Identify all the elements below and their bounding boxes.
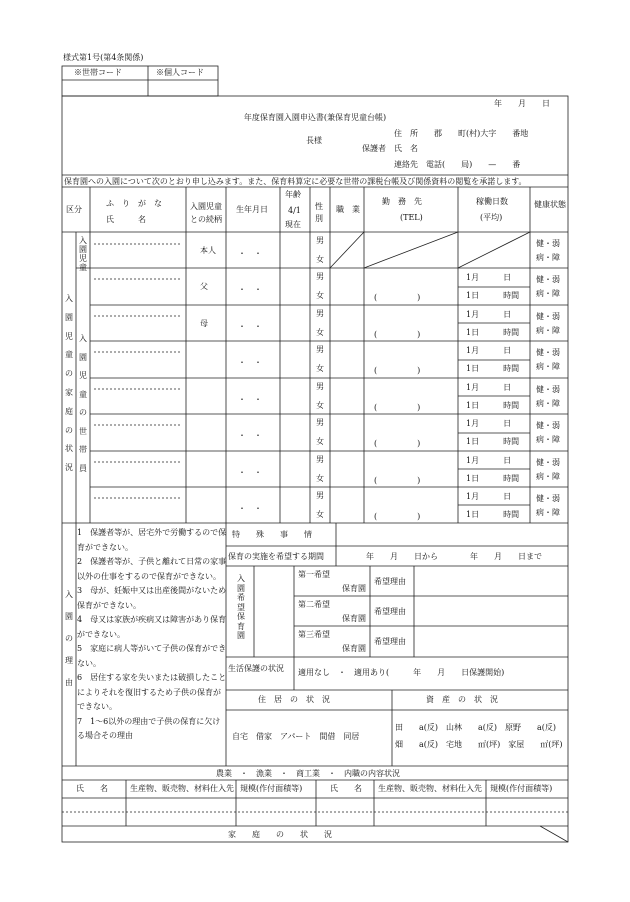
tel-parens: ( ) (374, 439, 421, 448)
form-id: 様式第1号(第4条関係) (63, 53, 144, 62)
col-tel: (TEL) (400, 213, 423, 222)
tel-parens: ( ) (374, 293, 421, 302)
birthdate-dots: ・ ・ (238, 395, 262, 404)
col-average: (平均) (480, 213, 503, 222)
sex-female: 女 (316, 401, 324, 410)
sex-female: 女 (316, 291, 324, 300)
reason-item: 6 居住する家を失いまたは破損したことによりそれを復旧するため子供の保育ができない。 (77, 673, 227, 711)
work-month-days: 1月 日 (466, 492, 512, 501)
sex-female: 女 (316, 328, 324, 337)
health-status-2: 病・障 (536, 362, 560, 371)
work-day-hours: 1日 時間 (466, 364, 520, 373)
declaration: 保育園への入園について次のとおり申し込みます。また、保育料算定に必要な世帯の課税台帳及び関係資料の閲覧を承諾します。 (64, 177, 527, 186)
health-status-2: 病・障 (536, 253, 560, 262)
preference-reason-label: 希望理由 (374, 577, 406, 586)
work-month-days: 1月 日 (466, 346, 512, 355)
col-relation: 入園児童との続柄 (190, 202, 222, 224)
individual-code-label: ※個人コード (156, 68, 204, 77)
work-day-hours: 1日 時間 (466, 474, 520, 483)
tel-parens: ( ) (374, 330, 421, 339)
child-side-label: 入園児童 (79, 236, 87, 272)
tel-parens: ( ) (374, 476, 421, 485)
relation-cell: 母 (200, 319, 208, 328)
col-workplace: 勤 務 先 (382, 197, 422, 206)
health-status-1: 健・弱 (536, 348, 560, 357)
work-day-hours: 1日 時間 (466, 291, 520, 300)
preference-reason-label: 希望理由 (374, 637, 406, 646)
assets-line1: 田 a(反) 山林 a(反) 原野 a(反) (395, 723, 557, 732)
col-sex: 性別 (315, 202, 323, 223)
tel-parens: ( ) (374, 403, 421, 412)
business-header: 生産物、販売物、材料仕入先 (130, 784, 234, 793)
assets-label: 資 産 の 状 況 (426, 695, 498, 704)
reason-item: 2 保護者等が、子供と離れて日常の家事以外の仕事をするので保育ができない。 (77, 557, 227, 581)
period-value: 年 月 日から 年 月 日まで (366, 552, 542, 561)
addressee: 長様 (306, 136, 322, 145)
members-side-label: 入園児童の世帯員 (79, 334, 87, 473)
sex-male: 男 (316, 236, 324, 245)
work-month-days: 1月 日 (466, 310, 512, 319)
birthdate-dots: ・ ・ (238, 358, 262, 367)
col-age-note: 現在 (285, 220, 301, 229)
address-label: 住 所 郡 町(村)大字 番地 (394, 129, 529, 138)
furigana-guides (94, 244, 182, 498)
reason-item: 3 母が、妊娠中又は出産後間がないため保育ができない。 (77, 586, 227, 610)
sex-male: 男 (316, 272, 324, 281)
health-status-2: 病・障 (536, 472, 560, 481)
application-date: 年 月 日 (494, 99, 550, 108)
health-status-2: 病・障 (536, 399, 560, 408)
form-title-text: 年度保育園入園申込書(兼保育児童台帳) (243, 113, 387, 122)
col-age: 年齢 (285, 190, 301, 199)
birthdate-dots: ・ ・ (238, 504, 262, 513)
business-header: 規模(作付面積等) (240, 784, 303, 793)
birthdate-dots: ・ ・ (238, 285, 262, 294)
preference-suffix: 保育園 (342, 644, 366, 653)
preference-rank: 第一希望 (298, 570, 330, 579)
reason-item: 5 家庭に病人等がいて子供の保育ができない。 (77, 644, 227, 668)
work-month-days: 1月 日 (466, 419, 512, 428)
housing-label: 住 居 の 状 況 (258, 695, 330, 704)
col-age-unit: 4/1 (288, 206, 301, 215)
birthdate-dots: ・ ・ (238, 468, 262, 477)
special-label: 特 殊 事 情 (232, 530, 312, 539)
health-status-1: 健・弱 (536, 458, 560, 467)
health-status-1: 健・弱 (536, 385, 560, 394)
sex-female: 女 (316, 510, 324, 519)
relation-cell: 本人 (200, 246, 216, 255)
health-status-1: 健・弱 (536, 312, 560, 321)
health-status-2: 病・障 (536, 508, 560, 517)
work-day-hours: 1日 時間 (466, 510, 520, 519)
housing-value: 自宅 借家 アパート 間借 同居 (232, 732, 360, 741)
form-title (0, 114, 630, 122)
work-month-days: 1月 日 (466, 456, 512, 465)
health-status-1: 健・弱 (536, 275, 560, 284)
relation-cell: 父 (200, 282, 208, 291)
health-status-2: 病・障 (536, 326, 560, 335)
birthdate-dots: ・ ・ (238, 322, 262, 331)
sex-male: 男 (316, 455, 324, 464)
sex-female: 女 (316, 255, 324, 264)
health-status-1: 健・弱 (536, 239, 560, 248)
reason-item: 4 母又は家族が疾病又は障害があり保育ができない。 (77, 615, 227, 639)
reason-item: 7 1〜6以外の理由で子供の保育に欠ける場合その理由 (77, 716, 221, 740)
sex-female: 女 (316, 364, 324, 373)
preference-suffix: 保育園 (342, 584, 366, 593)
reason-item: 1 保護者等が、居宅外で労働するので保育ができない。 (77, 528, 227, 552)
family-status-label: 家 庭 の 状 況 (228, 830, 332, 839)
health-status-2: 病・障 (536, 435, 560, 444)
health-status-1: 健・弱 (536, 421, 560, 430)
welfare-value: 適用なし ・ 適用あり( 年 月 日保護開始) (298, 668, 505, 677)
sex-male: 男 (316, 345, 324, 354)
tel-parens: ( ) (374, 512, 421, 521)
business-header: 氏 名 (76, 784, 108, 793)
household-code-label: ※世帯コード (74, 68, 122, 77)
sex-male: 男 (316, 418, 324, 427)
sex-male: 男 (316, 382, 324, 391)
birthdate-dots: ・ ・ (238, 249, 262, 258)
guardian-label: 保護者 氏 名 (362, 144, 418, 153)
health-status-2: 病・障 (536, 289, 560, 298)
col-work-days: 稼働日数 (476, 197, 508, 206)
family-side-label: 入園児童の家庭の状況 (65, 294, 73, 473)
col-name: 氏 名 (106, 215, 146, 224)
preference-rank: 第三希望 (298, 630, 330, 639)
sex-female: 女 (316, 437, 324, 446)
preference-label: 入園希望保育園 (237, 574, 245, 640)
col-occupation: 職 業 (336, 205, 360, 214)
sex-female: 女 (316, 474, 324, 483)
preference-suffix: 保育園 (342, 614, 366, 623)
business-header: 氏 名 (330, 784, 362, 793)
sex-male: 男 (316, 309, 324, 318)
assets-line2: 畑 a(反) 宅地 ㎡(坪) 家屋 ㎡(坪) (395, 740, 563, 749)
reason-side-label: 入園の理由 (65, 590, 73, 687)
sex-male: 男 (316, 491, 324, 500)
welfare-label: 生活保護の状況 (228, 664, 284, 673)
business-title: 農業 ・ 漁業 ・ 商工業 ・ 内職の内容状況 (216, 769, 400, 778)
col-category: 区分 (66, 205, 82, 214)
work-day-hours: 1日 時間 (466, 328, 520, 337)
work-day-hours: 1日 時間 (466, 437, 520, 446)
work-month-days: 1月 日 (466, 273, 512, 282)
preference-rank: 第二希望 (298, 600, 330, 609)
health-status-1: 健・弱 (536, 494, 560, 503)
period-label: 保育の実施を希望する期間 (228, 552, 324, 561)
reason-list (77, 526, 227, 744)
work-month-days: 1月 日 (466, 383, 512, 392)
tel-parens: ( ) (374, 366, 421, 375)
col-birthdate: 生年月日 (236, 205, 268, 214)
col-furigana: ふ り が な (106, 199, 162, 208)
business-header: 生産物、販売物、材料仕入先 (378, 784, 482, 793)
work-days-dividers (458, 287, 530, 505)
col-health: 健康状態 (534, 200, 566, 209)
business-header: 規模(作付面積等) (490, 784, 553, 793)
contact-label: 連絡先 電話( 局) — 番 (394, 160, 521, 169)
work-day-hours: 1日 時間 (466, 401, 520, 410)
birthdate-dots: ・ ・ (238, 431, 262, 440)
preference-reason-label: 希望理由 (374, 607, 406, 616)
